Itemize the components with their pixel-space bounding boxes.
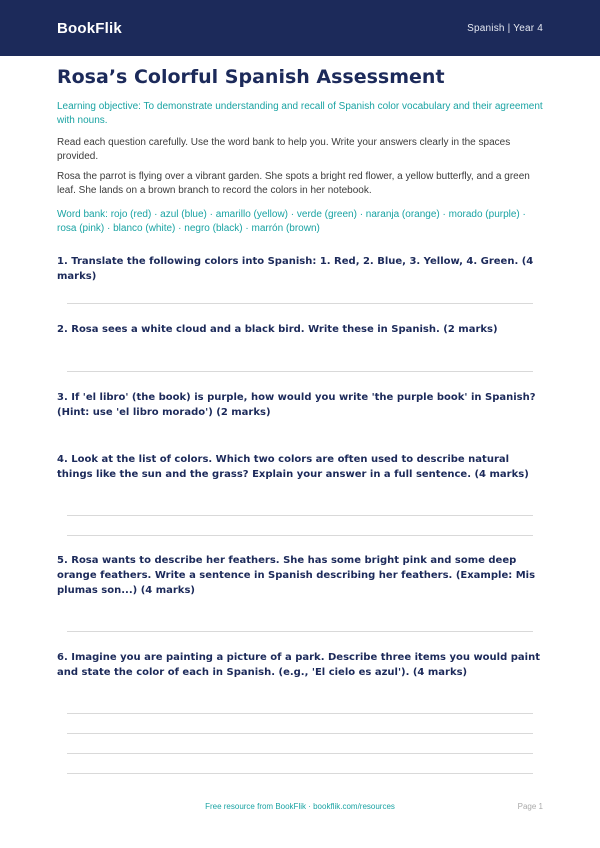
page-title: Rosa’s Colorful Spanish Assessment (57, 66, 445, 88)
instructions: Read each question carefully. Use the word bank to help you. Write your answers clearly in the spaces provided. (57, 137, 511, 162)
answer-line[interactable] (67, 631, 533, 632)
question-1: 1. Translate the following colors into Spanish: 1. Red, 2. Blue, 3. Yellow, 4. Green. (4 marks) (57, 256, 534, 282)
question-5: 5. Rosa wants to describe her feathers. She has some bright pink and some deep orange feathers. Write a sentence in Spanish describing her feathers. (Example: Mis plumas son...) (4 marks) (57, 555, 536, 596)
question-6: 6. Imagine you are painting a picture of a park. Describe three items you would paint and state the color of each in Spanish. (e.g., 'El cielo es azul'). (4 marks) (57, 652, 540, 678)
answer-line[interactable] (67, 773, 533, 774)
answer-line[interactable] (67, 733, 533, 734)
brand-logo: BookFlik (57, 19, 122, 37)
page-number: Page 1 (517, 802, 543, 811)
answer-line[interactable] (67, 371, 533, 372)
question-3: 3. If 'el libro' (the book) is purple, how would you write 'the purple book' in Spanish? (Hint: use 'el libro morado') (2 marks) (57, 392, 536, 418)
story-text: Rosa the parrot is flying over a vibrant garden. She spots a bright red flower, a yellow butterfly, and a green leaf. She lands on a brown branch to record the colors in her notebook. (57, 171, 530, 196)
answer-line[interactable] (67, 535, 533, 536)
page-header (0, 0, 600, 56)
answer-line[interactable] (67, 303, 533, 304)
answer-line[interactable] (67, 515, 533, 516)
subject-year: Spanish | Year 4 (467, 22, 543, 34)
question-4: 4. Look at the list of colors. Which two colors are often used to describe natural things like the sun and the grass? Explain your answer in a full sentence. (4 marks) (57, 454, 529, 480)
answer-line[interactable] (67, 713, 533, 714)
learning-objective: Learning objective: To demonstrate understanding and recall of Spanish color vocabulary and their agreement with nouns. (57, 101, 543, 126)
answer-line[interactable] (67, 753, 533, 754)
question-2: 2. Rosa sees a white cloud and a black bird. Write these in Spanish. (2 marks) (57, 324, 498, 335)
word-bank: Word bank: rojo (red) · azul (blue) · amarillo (yellow) · verde (green) · naranja (orange) · morado (purple) · rosa (pink) · blanco (white) · negro (black) · marrón (brown) (57, 209, 526, 234)
footer-source[interactable]: Free resource from BookFlik · bookflik.com/resources (205, 802, 395, 811)
